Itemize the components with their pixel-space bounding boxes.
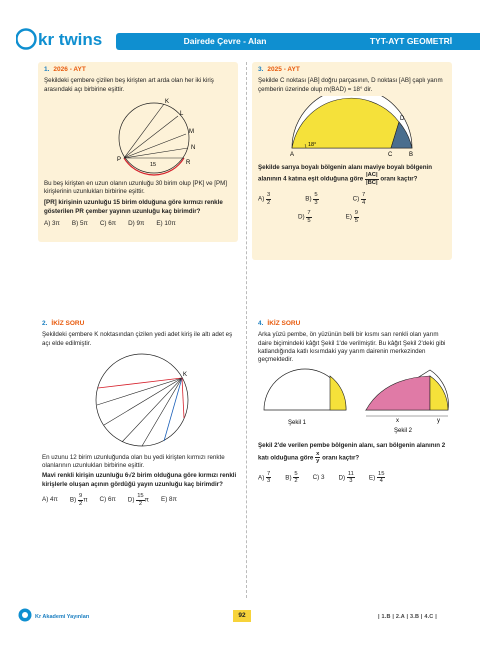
frac-num: 7 [361, 192, 366, 199]
label-m: M [189, 128, 194, 135]
question-2-intro: Şekildeki çembere K noktasından çizilen yedi adet kiriş ile altı adet eş açı elde edilmiştir. [42, 331, 233, 347]
q1-circle-figure [94, 96, 204, 176]
choice-e[interactable]: E) 10π [156, 220, 176, 228]
choice-letter: C) [312, 473, 320, 481]
label-angle: 18° [308, 141, 317, 148]
question-number: 4. [258, 320, 264, 327]
q2-circle-figure [84, 350, 204, 450]
ratio-num: |AC| [365, 172, 378, 179]
answer-key: | 1.B | 2.A | 3.B | 4.C | [378, 614, 437, 620]
choice-frac [361, 192, 366, 206]
ratio-den: y [316, 458, 320, 465]
choice-d[interactable] [338, 471, 354, 485]
kr-twins-logo [16, 28, 116, 50]
q3-semicircle-figure [286, 96, 416, 158]
frac-num: 7 [267, 470, 271, 477]
choice-c[interactable]: C) 6π [99, 220, 117, 228]
ratio-x-y [315, 451, 320, 465]
choice-e[interactable] [369, 471, 386, 485]
choice-letter: A) [258, 195, 265, 203]
frac-num: 11 [347, 470, 354, 477]
choice-letter: B) [305, 195, 312, 203]
pink-region [366, 376, 430, 410]
ratio-num: x [316, 450, 320, 457]
choice-frac [306, 210, 311, 224]
prompt-text: Şekil 2'de verilen pembe bölgenin alanı, sarı bölgenin alanının 2 katı olduğuna göre [258, 442, 446, 462]
pi-symbol: π [144, 496, 150, 504]
frac-num: 5 [294, 470, 298, 477]
question-2-prompt: Mavi renkli kirişin uzunluğu 6√2 birim olduğuna göre kırmızı renkli kirişlerle oluşan açının gördüğü yayın uzunluğu kaç birimdir? [42, 472, 237, 488]
q4-fold-figure [256, 368, 456, 438]
choice-frac [313, 192, 318, 206]
label-c: C [388, 151, 393, 158]
question-4 [258, 320, 454, 520]
frac-den: 2 [78, 500, 83, 507]
choice-letter: C) [352, 195, 360, 203]
question-3-choices-row2 [298, 210, 446, 224]
choice-letter: B) [285, 474, 292, 482]
label-x: x [396, 418, 399, 425]
choice-e[interactable]: E) 8π [161, 495, 177, 503]
frac-num: 3 [267, 192, 271, 199]
frac-den: 4 [379, 478, 383, 485]
label-k: K [183, 371, 188, 378]
choice-c[interactable] [313, 474, 325, 482]
frac-den: 3 [267, 478, 271, 485]
label-y: y [437, 418, 440, 425]
question-number: 2. [42, 320, 48, 327]
ratio-ac-bc [365, 172, 379, 186]
page-header [0, 0, 480, 58]
logo-text: kr twins [38, 30, 103, 49]
prompt-text: Şekilde sarıya boyalı bölgenin alanı maviye boyalı bölgenin alanının 4 katına eşit olduğuna göre [258, 163, 432, 183]
question-number: 1. [44, 66, 50, 73]
choice-letter: B) [69, 496, 77, 504]
label-k: K [165, 98, 170, 105]
label-b: B [409, 151, 414, 158]
label-p: P [117, 156, 122, 163]
frac-num: 15 [377, 470, 385, 477]
frac-den: 4 [361, 199, 366, 206]
label-d: D [400, 115, 405, 122]
question-1-prompt: [PR] kirişinin uzunluğu 15 birim olduğuna göre kırmızı renkle gösterilen PR çember yayının uzunluğu kaç birimdir? [44, 199, 223, 215]
frac-den: 3 [349, 478, 353, 485]
frac-num: 9 [78, 493, 83, 500]
publisher-logo-icon [18, 608, 32, 622]
question-3 [252, 62, 452, 260]
chapter-title: Dairede Çevre - Alan [183, 36, 267, 46]
question-number: 3. [258, 66, 264, 73]
frac-num: 15 [137, 493, 144, 500]
question-source: 2026 - AYT [53, 66, 86, 73]
label-r: R [186, 159, 191, 166]
choice-frac [136, 493, 144, 507]
column-divider [246, 62, 247, 598]
choice-frac [347, 471, 355, 485]
choice-b[interactable] [305, 192, 318, 206]
frac-den: 3 [314, 199, 318, 206]
choice-frac [377, 471, 385, 485]
question-2-choices [42, 493, 238, 507]
question-4-intro: Arka yüzü pembe, ön yüzünün belli bir kısmı sarı renkli olan yarım daire biçimindeki kâğıt Şekil 1'de verilmiştir. Bu kâğıt Şekil 2'deki gibi katlandığında katlı kısımdaki yay yarım dairenin merkezinden geçmektedir. [258, 331, 446, 364]
label-n: N [191, 144, 196, 151]
frac-num: 9 [354, 210, 358, 217]
question-1-header [44, 66, 232, 74]
choice-letter: A) [258, 474, 265, 482]
frac-num: 7 [307, 210, 311, 217]
question-3-intro: Şekilde C noktası [AB] doğru parçasının, D noktası [AB] çaplı yarım çemberin üzerinde olup m(BAD) = 18° dir. [258, 77, 443, 93]
publisher-name: Kr Akademi Yayınları [35, 614, 90, 620]
choice-letter: D) [338, 474, 346, 482]
choice-letter: D) [127, 496, 135, 504]
choice-a[interactable] [258, 192, 271, 206]
ratio-den: |BC| [365, 179, 378, 186]
frac-den: 5 [354, 217, 358, 224]
question-4-prompt [258, 442, 454, 464]
choice-value: 3 [320, 473, 325, 481]
yellow-region-1 [330, 376, 346, 410]
choice-d[interactable] [298, 210, 312, 224]
choice-a[interactable] [258, 471, 271, 485]
frac-num: 5 [314, 192, 318, 199]
question-2-info: En uzunu 12 birim uzunluğunda olan bu yedi kirişten kırmızı renkte olanlarının uzunlukları birbirine eşittir. [42, 453, 225, 470]
prompt-end: oranı kaçtır? [322, 454, 360, 462]
question-source: İKİZ SORU [51, 320, 85, 327]
page-number: 92 [233, 610, 251, 622]
question-3-choices [258, 192, 446, 206]
question-4-header [258, 320, 454, 328]
choice-b[interactable] [70, 493, 88, 507]
choice-frac [266, 192, 271, 206]
label-l: L [180, 110, 184, 117]
question-2 [42, 320, 238, 520]
choice-b[interactable] [285, 471, 298, 485]
fig1-label: Şekil 1 [288, 420, 307, 427]
question-2-header [42, 320, 238, 328]
page-footer [0, 600, 480, 650]
choice-frac [293, 471, 298, 485]
question-1-info: Bu beş kirişten en uzun olanın uzunluğu 30 birim olup [PK] ve [PM] kirişlerinin uzunlukları birbirine eşittir. [44, 179, 227, 196]
pi-symbol: π [83, 496, 88, 504]
choice-c[interactable]: C) 6π [99, 495, 116, 503]
choice-frac [266, 471, 271, 485]
question-source: İKİZ SORU [267, 320, 301, 327]
question-1-choices [44, 220, 232, 228]
question-1-intro: Şekildeki çembere çizilen beş kirişten art arda olan her iki kiriş arasındaki açı birbirine eşittir. [44, 77, 214, 93]
frac-den: 2 [294, 478, 298, 485]
prompt-end: oranı kaçtır? [380, 175, 418, 183]
label-15: 15 [150, 161, 157, 168]
label-a: A [290, 151, 295, 158]
question-4-choices [258, 471, 454, 485]
choice-letter: D) [298, 213, 305, 221]
question-source: 2025 - AYT [267, 66, 300, 73]
fig2-label: Şekil 2 [394, 428, 413, 435]
choice-d[interactable] [128, 493, 149, 507]
subject-title: TYT-AYT GEOMETRİ [369, 36, 453, 46]
choice-b[interactable]: B) 5π [71, 220, 88, 228]
choice-e[interactable] [346, 210, 359, 224]
choice-letter: E) [345, 213, 352, 221]
choice-d[interactable]: D) 9π [128, 220, 145, 228]
choice-frac [354, 210, 359, 224]
frac-den: 2 [267, 199, 271, 206]
choice-letter: E) [368, 474, 376, 482]
question-1 [38, 62, 238, 242]
choice-a[interactable]: A) 3π [44, 220, 60, 228]
question-3-header [258, 66, 446, 74]
frac-den: 5 [307, 217, 311, 224]
question-3-prompt [258, 164, 446, 186]
frac-den: 2 [138, 500, 143, 507]
choice-a[interactable]: A) 4π [42, 495, 58, 503]
choice-c[interactable] [353, 192, 367, 206]
